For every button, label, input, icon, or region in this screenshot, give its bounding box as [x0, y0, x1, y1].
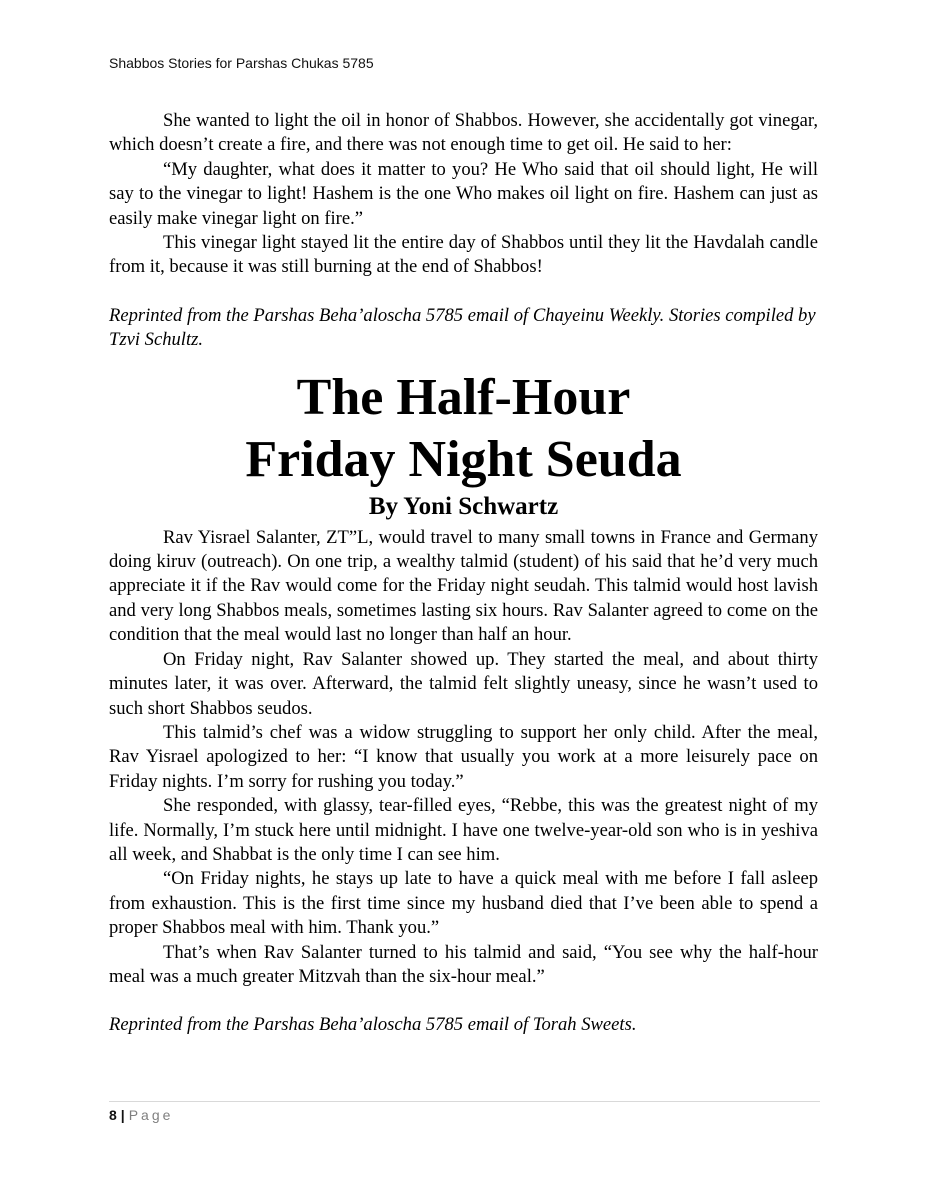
running-header: Shabbos Stories for Parshas Chukas 5785 [109, 55, 374, 71]
article-paragraph: This talmid’s chef was a widow struggling to support her only child. After the meal, Rav Yisrael apologized to her: “I know that usually you work at a more leisurely pace on Friday nights. I’m sorry for rushing you today.” [109, 721, 818, 792]
article-title-line-2: Friday Night Seuda [245, 430, 682, 488]
story-paragraph: This vinegar light stayed lit the entire day of Shabbos until they lit the Havdalah candle from it, because it was still burning at the end of Shabbos! [109, 232, 818, 278]
page-number: 8 [109, 1107, 117, 1123]
article-paragraph: That’s when Rav Salanter turned to his talmid and said, “You see why the half-hour meal was a much greater Mitzvah than the six-hour meal.” [109, 941, 818, 987]
story-credit: Reprinted from the Parshas Beha’aloscha 5785 email of Chayeinu Weekly. Stories compiled by Tzvi Schultz. [109, 304, 816, 351]
article-title [109, 367, 818, 491]
page-footer [109, 1107, 173, 1123]
article-byline: By Yoni Schwartz [368, 492, 559, 520]
article-paragraph: Rav Yisrael Salanter, ZT”L, would travel to many small towns in France and Germany doing kiruv (outreach). On one trip, a wealthy talmid (student) of his said that he’d very much appreciate it if the Rav would come for the Friday night seudah. This talmid would host lavish and very long Shabbos meals, sometimes lasting six hours. Rav Salanter agreed to come on the condition that the meal would last no longer than half an hour. [109, 526, 818, 646]
article-title-line-1: The Half-Hour [296, 368, 631, 426]
page-body [109, 109, 818, 1038]
page-label: Page [128, 1107, 174, 1123]
footer-divider [109, 1101, 820, 1102]
footer-separator: | [120, 1107, 125, 1123]
article-paragraph: She responded, with glassy, tear-filled eyes, “Rebbe, this was the greatest night of my life. Normally, I’m stuck here until midnight. I have one twelve-year-old son who is in yeshiva all week, and Shabbat is the only time I can see him. [109, 795, 818, 865]
article-paragraph: “On Friday nights, he stays up late to have a quick meal with me before I fall asleep from exhaustion. This is the first time since my husband died that I’ve been able to spend a proper Shabbos meal with him. Thank you.” [109, 868, 818, 939]
story-paragraph: She wanted to light the oil in honor of Shabbos. However, she accidentally got vinegar, which doesn’t create a fire, and there was not enough time to get oil. He said to her: [109, 110, 818, 156]
story-paragraph: “My daughter, what does it matter to you? He Who said that oil should light, He will say to the vinegar to light! Hashem is the one Who makes oil light on fire. Hashem can just as easily make vinegar light on fire.” [109, 158, 818, 229]
article-credit: Reprinted from the Parshas Beha’aloscha 5785 email of Torah Sweets. [109, 1014, 637, 1036]
article-paragraph: On Friday night, Rav Salanter showed up. They started the meal, and about thirty minutes later, it was over. Afterward, the talmid felt slightly uneasy, since he wasn’t used to such short Shabbos seudos. [109, 648, 818, 719]
